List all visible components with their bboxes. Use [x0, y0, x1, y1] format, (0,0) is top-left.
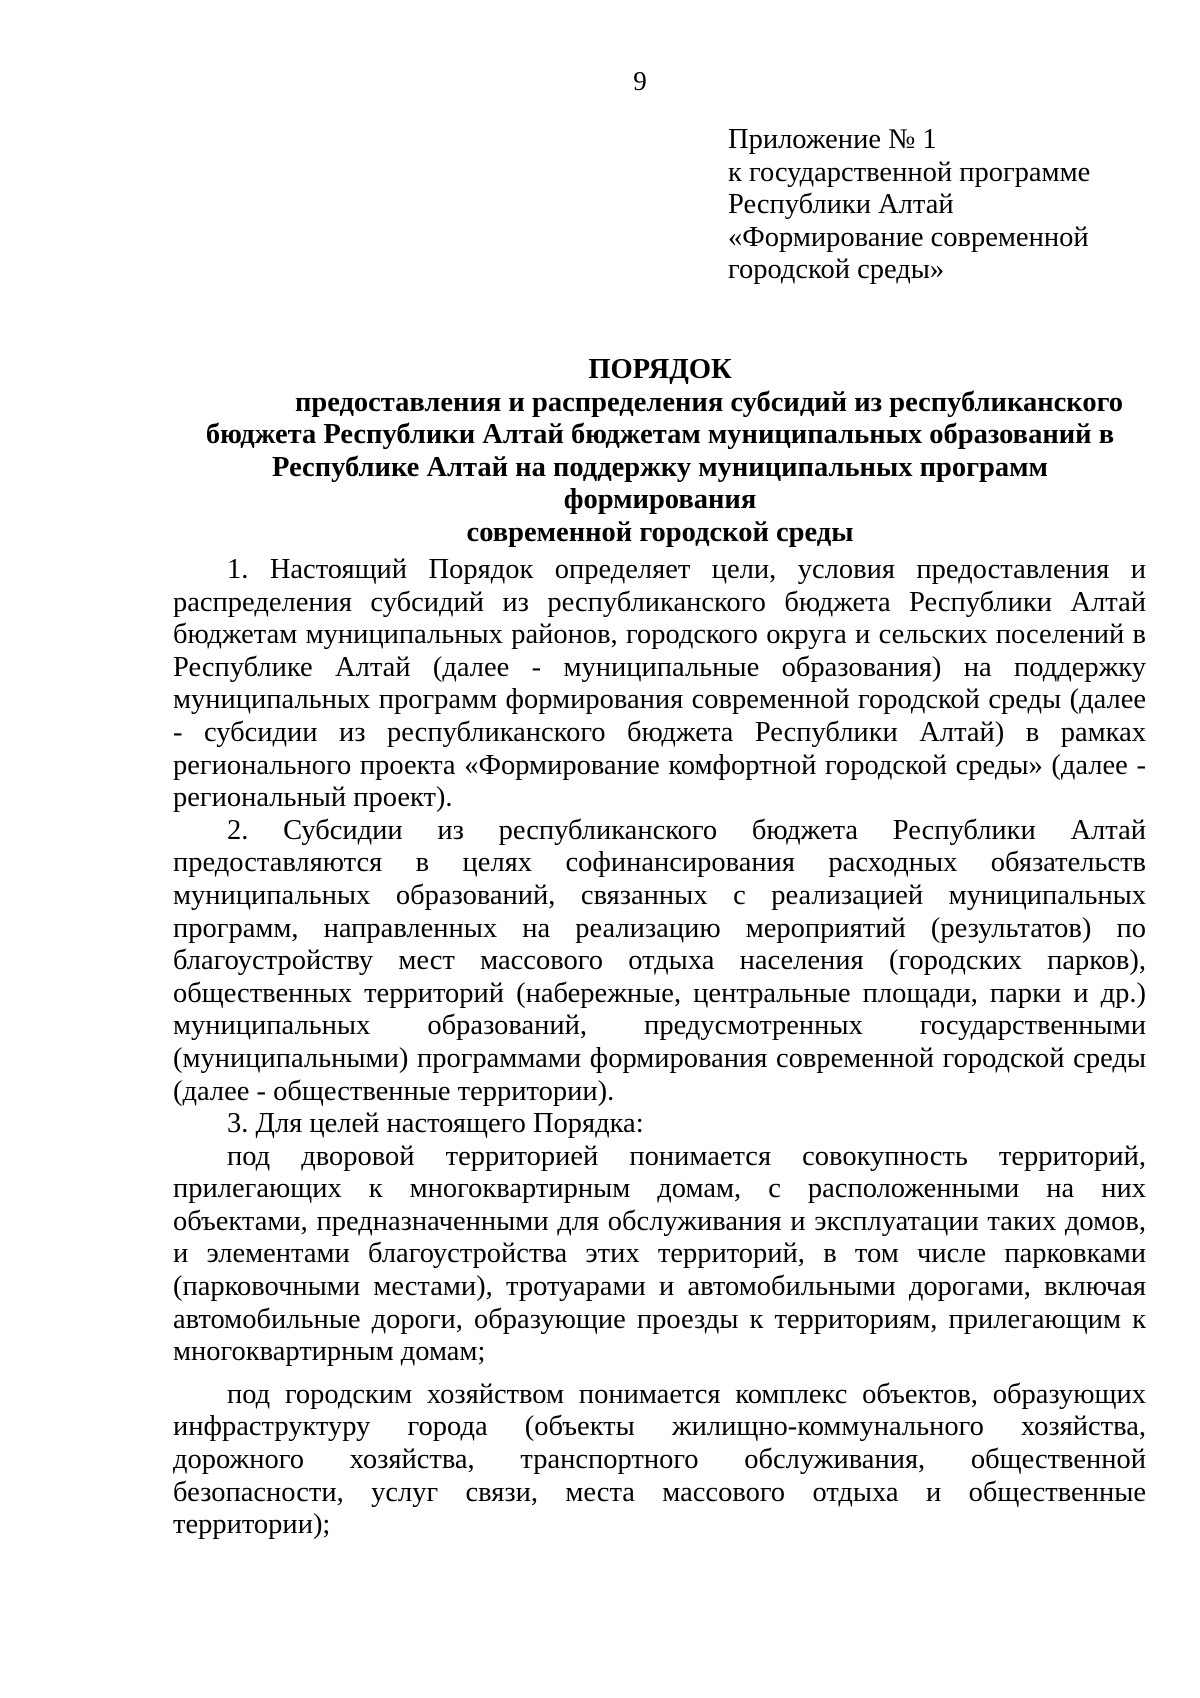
- appendix-line: к государственной программе: [728, 156, 1091, 188]
- document-body: [173, 554, 1146, 1542]
- paragraph-courtyard-definition: под дворовой территорией понимается совокупность территорий, прилегающих к многоквартирным домам, с расположенными на них объектами, предназначенными для обслуживания и эксплуатации таких домов, и элементами благоустройства этих территорий, в том числе парковками (парковочными местами), тротуарами и автомобильными дорогами, включая автомобильные дороги, образующие проезды к территориям, прилегающим к многоквартирным домам;: [173, 1140, 1146, 1368]
- title-subtitle-line: современной городской среды: [466, 516, 854, 548]
- appendix-line: «Формирование современной: [728, 221, 1089, 253]
- paragraph-urban-economy-definition: под городским хозяйством понимается комплекс объектов, образующих инфраструктуру города (объекты жилищно-коммунального хозяйства, дорожного хозяйства, транспортного обслуживания, общественной безопасности, услуг связи, места массового отдыха и общественные территории);: [173, 1378, 1146, 1541]
- appendix-line: городской среды»: [728, 254, 945, 285]
- paragraph-3: 3. Для целей настоящего Порядка:: [227, 1108, 644, 1140]
- paragraph-1: 1. Настоящий Порядок определяет цели, условия предоставления и распределения субсидий из республиканского бюджета Республики Алтай бюджетам муниципальных районов, городского округа и сельских поселений в Республике Алтай (далее - муниципальные образования) на поддержку муниципальных программ формирования современной городской среды (далее - субсидии из республиканского бюджета Республики Алтай) в рамках регионального проекта «Формирование комфортной городской среды» (далее - региональный проект).: [173, 554, 1146, 814]
- document-title: [173, 354, 1147, 549]
- title-heading: ПОРЯДОК: [588, 354, 732, 385]
- appendix-line: Приложение № 1: [728, 124, 937, 155]
- paragraph-2: 2. Субсидии из республиканского бюджета Республики Алтай предоставляются в целях софинансирования расходных обязательств муниципальных образований, связанных с реализацией муниципальных программ, направленных на реализацию мероприятий (результатов) по благоустройству мест массового отдыха населения (городских парков), общественных территорий (набережные, центральные площади, парки и др.) муниципальных образований, предусмотренных государственными (муниципальными) программами формирования современной городской среды (далее - общественные территории).: [173, 814, 1146, 1107]
- appendix-note: [728, 124, 1168, 287]
- title-subtitle-line: бюджета Республики Алтай бюджетам муниципальных образований в: [205, 419, 1115, 450]
- title-subtitle-line: предоставления и распределения субсидий из республиканского: [294, 386, 1124, 418]
- page-number: 9: [633, 66, 647, 96]
- appendix-line: Республики Алтай: [728, 189, 954, 220]
- title-subtitle-line: Республике Алтай на поддержку муниципальных программ формирования: [272, 451, 1048, 515]
